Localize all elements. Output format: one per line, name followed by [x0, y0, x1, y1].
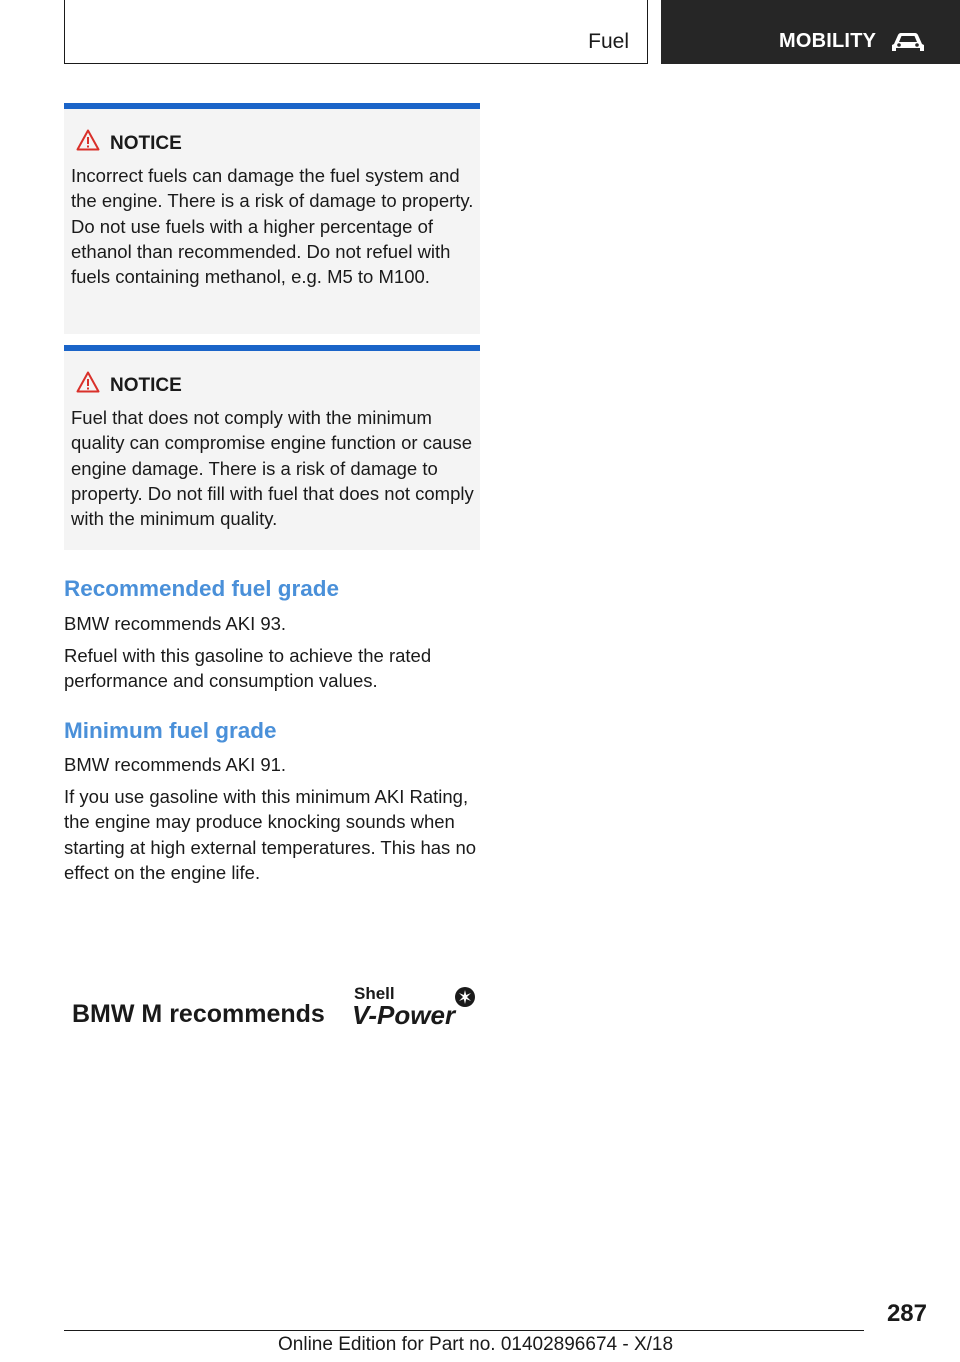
section-heading: Minimum fuel grade [64, 718, 277, 743]
chapter-title: MOBILITY [779, 30, 877, 52]
logo-text: BMW M recommends [72, 1000, 325, 1028]
page-number: 287 [886, 1300, 927, 1327]
running-header [64, 0, 648, 64]
paragraph: BMW recommends AKI 91. [64, 754, 287, 775]
notice-heading: NOTICE [110, 133, 182, 154]
paragraph: If you use gasoline with this minimum AKI Rating, the engine may produce knocking sounds when starting at high external temperatures. This has no effect on the engine life. [64, 786, 477, 883]
car-icon [890, 30, 926, 54]
notice-heading: NOTICE [110, 375, 182, 396]
section-heading: Recommended fuel grade [64, 576, 340, 601]
notice-box [64, 103, 480, 334]
notice-box [64, 345, 480, 550]
warning-triangle-icon [76, 371, 100, 393]
chapter-tab [661, 0, 960, 64]
bmw-m-shell-logo [64, 980, 484, 1036]
notice-text: Incorrect fuels can damage the fuel system and the engine. There is a risk of damage to property. Do not use fuels with a higher percentage of ethanol than recommended. Do not refuel with fuels containing methanol, e.g. M5 to M100. [71, 165, 474, 288]
burst-icon [454, 986, 476, 1008]
footer-divider [64, 1330, 864, 1331]
notice-text: Fuel that does not comply with the minimum quality can compromise engine function or cause engine damage. There is a risk of damage to property. Do not fill with fuel that does not comply with the minimum quality. [71, 407, 474, 530]
paragraph: Refuel with this gasoline to achieve the rated performance and consumption values. [64, 645, 432, 692]
shell-brand: Shell [354, 984, 395, 1003]
footer-edition: Online Edition for Part no. 01402896674 - X/18 [278, 1334, 674, 1355]
vpower-product: V-Power [352, 1000, 456, 1030]
paragraph: BMW recommends AKI 93. [64, 613, 287, 634]
warning-triangle-icon [76, 129, 100, 151]
section-title: Fuel [588, 30, 629, 53]
